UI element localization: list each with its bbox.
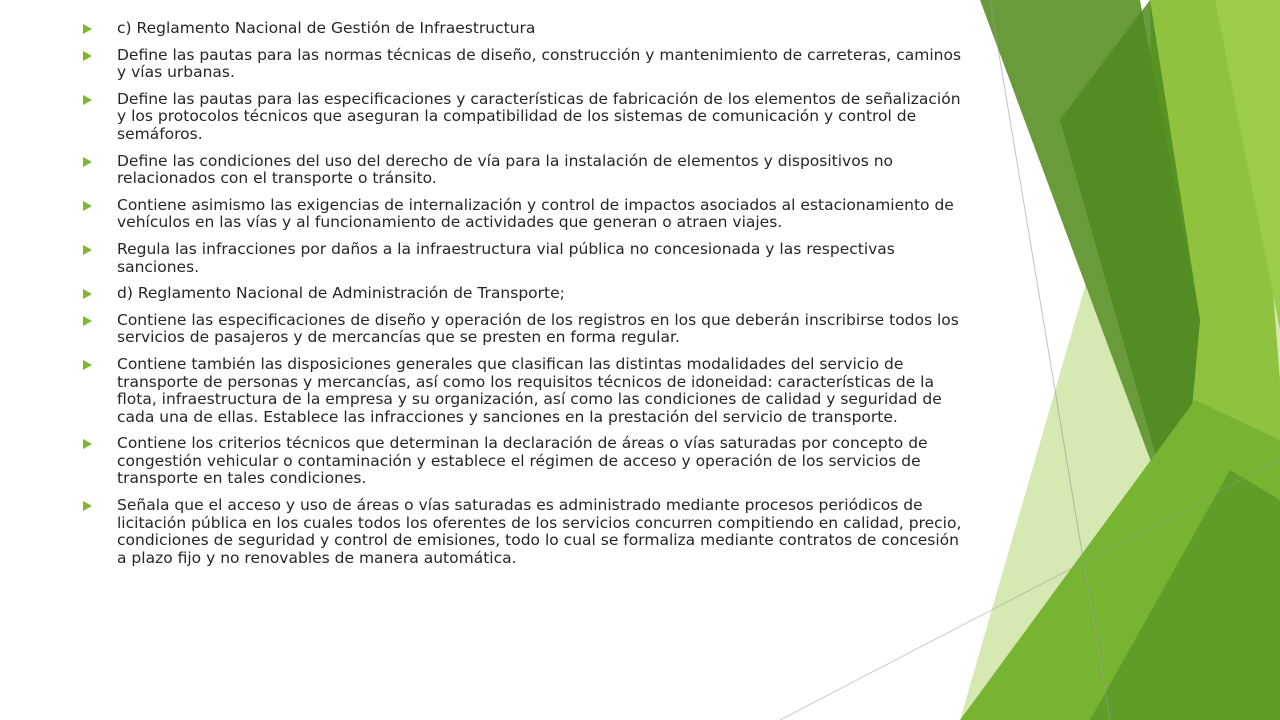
bullet-text: Regula las infracciones por daños a la infraestructura vial pública no concesionada y las respectivas sanciones. xyxy=(117,239,895,276)
arrow-bullet-icon xyxy=(83,95,92,105)
bullet-text: Define las pautas para las normas técnicas de diseño, construcción y mantenimiento de carreteras, caminos y vías urbanas. xyxy=(117,45,962,82)
arrow-bullet-icon xyxy=(83,501,92,511)
bullet-text: Contiene las especificaciones de diseño y operación de los registros en los que deberán inscribirse todos los servicios de pasajeros y de mercancías que se presten en forma regular. xyxy=(117,310,959,347)
bullet-text: Define las pautas para las especificaciones y características de fabricación de los elementos de señalización y los protocolos técnicos que aseguran la compatibilidad de los sistemas de comunicación y control de semáforos. xyxy=(117,89,961,143)
arrow-bullet-icon xyxy=(83,439,92,449)
bullet-text: Contiene también las disposiciones generales que clasifican las distintas modalidades del servicio de transporte de personas y mercancías, así como los requisitos técnicos de idoneidad: características de la flota, infraestructura de la empresa y su organización, así como las condiciones de calidad y seguridad de cada una de ellas. Establece las infracciones y sanciones en la prestación del servicio de transporte. xyxy=(117,354,942,426)
bullet-text: c) Reglamento Nacional de Gestión de Infraestructura xyxy=(117,19,536,37)
bullet-item xyxy=(80,435,970,488)
bullet-text: Contiene asimismo las exigencias de internalización y control de impactos asociados al estacionamiento de vehículos en las vías y al funcionamiento de actividades que generan o atraen viajes. xyxy=(117,195,954,232)
bullet-item xyxy=(80,47,970,82)
bullet-item xyxy=(80,20,970,38)
bullet-text: Define las condiciones del uso del derecho de vía para la instalación de elementos y dispositivos no relacionados con el transporte o tránsito. xyxy=(117,151,893,188)
bullet-item xyxy=(80,91,970,144)
bullet-item xyxy=(80,285,970,303)
bullet-text: Contiene los criterios técnicos que determinan la declaración de áreas o vías saturadas por concepto de congestión vehicular o contaminación y establece el régimen de acceso y operación de los servicios de transporte en tales condiciones. xyxy=(117,434,928,488)
arrow-bullet-icon xyxy=(83,51,92,61)
slide-body xyxy=(80,20,970,576)
bullet-item xyxy=(80,356,970,426)
bullet-item xyxy=(80,153,970,188)
bullet-text: d) Reglamento Nacional de Administración de Transporte; xyxy=(117,284,565,303)
arrow-bullet-icon xyxy=(83,360,92,370)
bullet-item xyxy=(80,197,970,232)
arrow-bullet-icon xyxy=(83,201,92,211)
bullet-item xyxy=(80,497,970,567)
bullet-list xyxy=(80,20,970,567)
bullet-text: Señala que el acceso y uso de áreas o vías saturadas es administrado mediante procesos periódicos de licitación pública en los cuales todos los oferentes de los servicios concurren compitiendo en calidad, precio, condiciones de seguridad y control de emisiones, todo lo cual se formaliza mediante contratos de concesión a plazo fijo y no renovables de manera automática. xyxy=(117,496,962,567)
arrow-bullet-icon xyxy=(83,157,92,167)
arrow-bullet-icon xyxy=(83,316,92,326)
arrow-bullet-icon xyxy=(83,289,92,299)
bullet-item xyxy=(80,241,970,276)
arrow-bullet-icon xyxy=(83,245,92,255)
arrow-bullet-icon xyxy=(83,24,92,34)
bullet-item xyxy=(80,312,970,347)
